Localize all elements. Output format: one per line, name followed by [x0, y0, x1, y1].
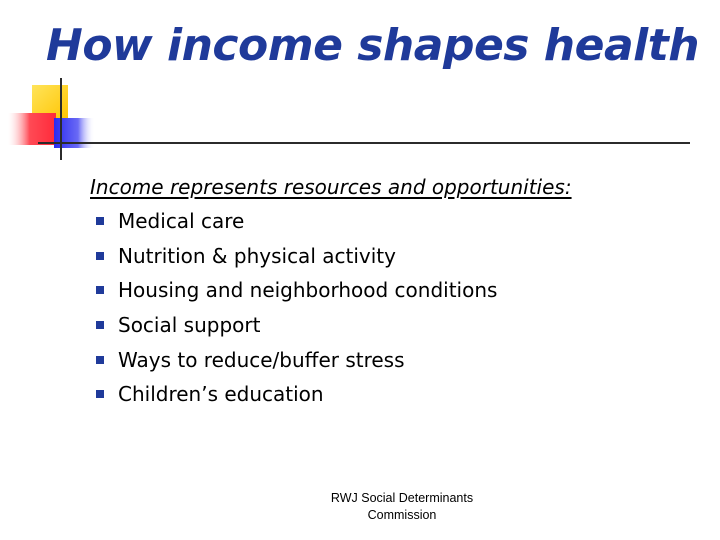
slide-content [90, 172, 690, 412]
intro-text: Income represents resources and opportunities: [90, 175, 572, 199]
square-bullet-icon [96, 286, 104, 294]
ornament-yellow-square [32, 85, 68, 121]
bullet-item [90, 377, 690, 412]
bullet-text: Medical care [118, 209, 245, 234]
bullet-item [90, 204, 690, 239]
square-bullet-icon [96, 252, 104, 260]
bullet-text: Social support [118, 313, 261, 338]
bullet-item [90, 308, 690, 343]
footer-line-1: RWJ Social Determinants [330, 491, 474, 505]
bullet-text: Housing and neighborhood conditions [118, 278, 498, 303]
footer-line-2: Commission [367, 508, 437, 522]
bullet-item [90, 342, 690, 377]
slide-title: How income shapes health [46, 20, 700, 71]
bullet-item [90, 273, 690, 308]
bullet-text: Nutrition & physical activity [118, 243, 396, 268]
square-bullet-icon [96, 390, 104, 398]
ornament-blue-bar [54, 118, 94, 148]
bullet-item [90, 239, 690, 274]
square-bullet-icon [96, 217, 104, 225]
square-bullet-icon [96, 356, 104, 364]
ornament-red-bar [8, 113, 56, 145]
bullet-text: Children’s education [118, 382, 324, 407]
bullet-list [90, 204, 690, 412]
bullet-text: Ways to reduce/buffer stress [118, 347, 405, 372]
square-bullet-icon [96, 321, 104, 329]
slide-footer [300, 490, 504, 524]
